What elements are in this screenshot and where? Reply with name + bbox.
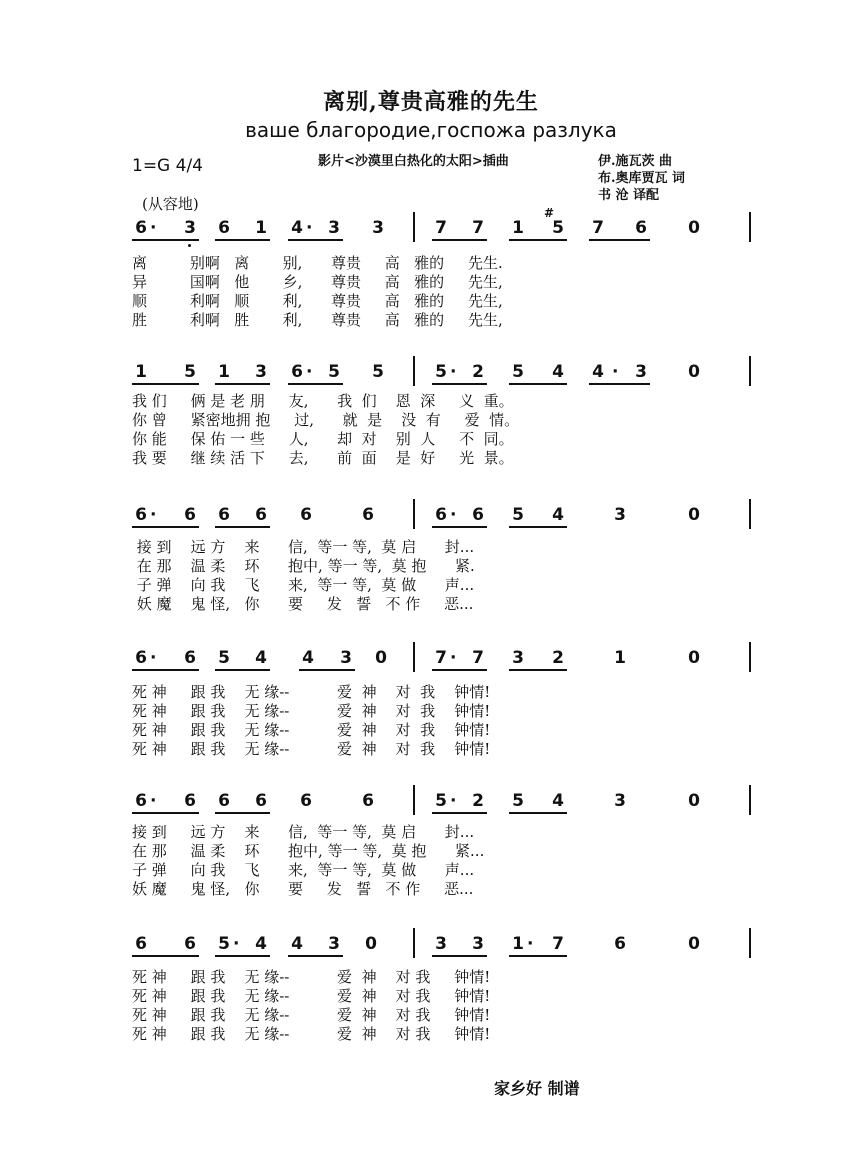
note: 3 bbox=[635, 362, 647, 382]
sharp-accidental: # bbox=[544, 206, 555, 220]
note: 5 bbox=[512, 791, 524, 811]
note: 6 bbox=[184, 648, 196, 668]
note: 7 bbox=[472, 218, 484, 238]
beam-underline bbox=[432, 383, 487, 385]
beam-underline bbox=[132, 955, 199, 957]
note: 6 bbox=[472, 505, 484, 525]
lyric-verse-2: 异 国啊 他 乡, 尊贵 高 雅的 先生, bbox=[132, 273, 503, 291]
beam-underline bbox=[432, 955, 487, 957]
note: 3 bbox=[255, 362, 267, 382]
beam-underline bbox=[509, 955, 567, 957]
note: 4 bbox=[592, 362, 604, 382]
lyric-verse-3: 死 神 跟 我 无 缘-- 爱 神 对 我 钟情! bbox=[132, 1006, 491, 1024]
beam-underline bbox=[589, 239, 650, 241]
beam-underline bbox=[132, 669, 199, 671]
note: 1 bbox=[614, 648, 626, 668]
note: 6 bbox=[135, 505, 147, 525]
note: 5 bbox=[328, 362, 340, 382]
barline bbox=[749, 928, 751, 958]
note: 3 bbox=[614, 791, 626, 811]
note: 7 bbox=[435, 218, 447, 238]
note: 1 bbox=[512, 218, 524, 238]
note: 3 bbox=[614, 505, 626, 525]
lyric-verse-1: 接 到 远 方 来 信, 等一 等, 莫 启 封... bbox=[132, 538, 475, 556]
note: 1 bbox=[135, 362, 147, 382]
barline bbox=[749, 499, 751, 529]
note: 0 bbox=[375, 648, 387, 668]
lyric-verse-2: 死 神 跟 我 无 缘-- 爱 神 对 我 钟情! bbox=[132, 987, 491, 1005]
note: 6 bbox=[255, 505, 267, 525]
credit-composer: 伊.施瓦茨 曲 bbox=[598, 154, 673, 169]
key-signature: 1=G 4/4 bbox=[132, 156, 203, 176]
lyric-verse-3: 子 弹 向 我 飞 来, 等一 等, 莫 做 声... bbox=[132, 861, 475, 879]
note: 7 bbox=[592, 218, 604, 238]
note: 3 bbox=[184, 218, 196, 238]
note: 5 bbox=[372, 362, 384, 382]
beam-underline bbox=[432, 526, 487, 528]
note: 6 bbox=[300, 791, 312, 811]
barline bbox=[749, 642, 751, 672]
lyric-verse-3: 顺 利啊 顺 利, 尊贵 高 雅的 先生, bbox=[132, 292, 503, 310]
note: 5 bbox=[218, 648, 230, 668]
beam-underline bbox=[432, 669, 487, 671]
note: 6 bbox=[218, 505, 230, 525]
note: 0 bbox=[688, 505, 700, 525]
augmentation-dot: · bbox=[450, 791, 457, 811]
beam-underline bbox=[432, 239, 487, 241]
note: 3 bbox=[328, 218, 340, 238]
note: 7 bbox=[435, 648, 447, 668]
note: 6 bbox=[218, 791, 230, 811]
augmentation-dot: · bbox=[450, 362, 457, 382]
note: 1 bbox=[512, 934, 524, 954]
note: 0 bbox=[688, 218, 700, 238]
note: 5 bbox=[552, 218, 564, 238]
note: 3 bbox=[435, 934, 447, 954]
lyric-verse-4: 我 要 继 续 活 下 去, 前 面 是 好 光 景。 bbox=[132, 449, 514, 467]
lyric-verse-4: 妖 魔 鬼 怪, 你 要 发 誓 不 作 恶... bbox=[132, 595, 474, 613]
beam-underline bbox=[132, 526, 199, 528]
note: 4 bbox=[255, 648, 267, 668]
barline bbox=[749, 212, 751, 242]
note: 6 bbox=[614, 934, 626, 954]
barline bbox=[413, 356, 415, 386]
beam-underline bbox=[215, 239, 270, 241]
beam-underline bbox=[132, 239, 199, 241]
note: 4 bbox=[255, 934, 267, 954]
beam-underline bbox=[215, 383, 270, 385]
beam-underline bbox=[215, 812, 270, 814]
note: 5 bbox=[512, 362, 524, 382]
augmentation-dot: · bbox=[527, 934, 534, 954]
lyric-verse-1: 离 别啊 离 别, 尊贵 高 雅的 先生. bbox=[132, 254, 503, 272]
note: 6 bbox=[362, 505, 374, 525]
note: 2 bbox=[472, 362, 484, 382]
note: 2 bbox=[472, 791, 484, 811]
note: 6 bbox=[135, 791, 147, 811]
augmentation-dot: · bbox=[450, 505, 457, 525]
film-subtitle: 影片<沙漠里白热化的太阳>插曲 bbox=[318, 154, 509, 169]
beam-underline bbox=[432, 812, 487, 814]
beam-underline bbox=[589, 383, 650, 385]
note: 0 bbox=[688, 648, 700, 668]
augmentation-dot: · bbox=[150, 648, 157, 668]
lyric-verse-4: 死 神 跟 我 无 缘-- 爱 神 对 我 钟情! bbox=[132, 1025, 491, 1043]
note: 6 bbox=[184, 505, 196, 525]
barline bbox=[413, 928, 415, 958]
note: 6 bbox=[135, 648, 147, 668]
lyric-verse-1: 死 神 跟 我 无 缘-- 爱 神 对 我 钟情! bbox=[132, 683, 491, 701]
barline bbox=[749, 785, 751, 815]
note: 3 bbox=[328, 934, 340, 954]
note: 1 bbox=[255, 218, 267, 238]
lyric-verse-4: 胜 利啊 胜 利, 尊贵 高 雅的 先生, bbox=[132, 311, 503, 329]
note: 4 bbox=[552, 362, 564, 382]
note: 6 bbox=[635, 218, 647, 238]
note: 6 bbox=[362, 791, 374, 811]
note: 0 bbox=[688, 934, 700, 954]
lyric-verse-3: 死 神 跟 我 无 缘-- 爱 神 对 我 钟情! bbox=[132, 721, 491, 739]
beam-underline bbox=[509, 239, 567, 241]
note: 6 bbox=[291, 362, 303, 382]
lyric-verse-1: 死 神 跟 我 无 缘-- 爱 神 对 我 钟情! bbox=[132, 968, 491, 986]
barline bbox=[413, 642, 415, 672]
beam-underline bbox=[288, 955, 343, 957]
credit-lyricist: 布.奥库贾瓦 词 bbox=[598, 171, 686, 186]
note: 3 bbox=[472, 934, 484, 954]
lyric-verse-3: 你 能 保 佑 一 些 人, 却 对 别 人 不 同。 bbox=[132, 430, 514, 448]
beam-underline bbox=[299, 669, 355, 671]
augmentation-dot: · bbox=[306, 218, 313, 238]
augmentation-dot: · bbox=[612, 362, 619, 382]
title-russian: ваше благородие,госпожа разлука bbox=[245, 118, 617, 142]
transcriber-credit: 家乡好 制谱 bbox=[494, 1079, 580, 1098]
note: 4 bbox=[291, 934, 303, 954]
beam-underline bbox=[215, 669, 270, 671]
note: 0 bbox=[688, 791, 700, 811]
note: 4 bbox=[552, 505, 564, 525]
note: 1 bbox=[218, 362, 230, 382]
note: 2 bbox=[552, 648, 564, 668]
barline bbox=[413, 212, 415, 242]
note: 5 bbox=[218, 934, 230, 954]
note: 4 bbox=[291, 218, 303, 238]
lyric-verse-2: 死 神 跟 我 无 缘-- 爱 神 对 我 钟情! bbox=[132, 702, 491, 720]
augmentation-dot: · bbox=[150, 218, 157, 238]
augmentation-dot: · bbox=[150, 791, 157, 811]
note: 5 bbox=[512, 505, 524, 525]
augmentation-dot: · bbox=[306, 362, 313, 382]
credit-translator: 书 沧 译配 bbox=[598, 188, 660, 203]
tempo-marking: (从容地) bbox=[142, 195, 199, 213]
note: 5 bbox=[435, 791, 447, 811]
lyric-verse-4: 死 神 跟 我 无 缘-- 爱 神 对 我 钟情! bbox=[132, 740, 491, 758]
beam-underline bbox=[288, 383, 343, 385]
beam-underline bbox=[215, 526, 270, 528]
note: 7 bbox=[552, 934, 564, 954]
lyric-verse-1: 接 到 远 方 来 信, 等一 等, 莫 启 封... bbox=[132, 823, 475, 841]
augmentation-dot: · bbox=[233, 934, 240, 954]
lyric-verse-2: 在 那 温 柔 环 抱中, 等一 等, 莫 抱 紧... bbox=[132, 842, 485, 860]
note: 6 bbox=[255, 791, 267, 811]
beam-underline bbox=[288, 239, 343, 241]
note: 7 bbox=[472, 648, 484, 668]
note: 5 bbox=[435, 362, 447, 382]
note: 5 bbox=[184, 362, 196, 382]
beam-underline bbox=[509, 812, 567, 814]
note: 3 bbox=[340, 648, 352, 668]
note: 0 bbox=[365, 934, 377, 954]
note: 6 bbox=[135, 934, 147, 954]
note: 4 bbox=[302, 648, 314, 668]
note: 6 bbox=[184, 791, 196, 811]
lyric-verse-2: 你 曾 紧密地拥 抱 过, 就 是 没 有 爱 情。 bbox=[132, 411, 520, 429]
barline bbox=[413, 785, 415, 815]
note: 6 bbox=[435, 505, 447, 525]
augmentation-dot: · bbox=[150, 505, 157, 525]
augmentation-dot: · bbox=[450, 648, 457, 668]
lyric-verse-2: 在 那 温 柔 环 抱中, 等一 等, 莫 抱 紧. bbox=[132, 557, 475, 575]
note: 6 bbox=[135, 218, 147, 238]
note: 6 bbox=[300, 505, 312, 525]
note: 6 bbox=[218, 218, 230, 238]
beam-underline bbox=[509, 669, 567, 671]
barline bbox=[413, 499, 415, 529]
note: 3 bbox=[372, 218, 384, 238]
note: 6 bbox=[184, 934, 196, 954]
beam-underline bbox=[509, 526, 567, 528]
note: 3 bbox=[512, 648, 524, 668]
lyric-verse-1: 我 们 俩 是 老 朋 友, 我 们 恩 深 义 重。 bbox=[132, 392, 514, 410]
lyric-verse-4: 妖 魔 鬼 怪, 你 要 发 誓 不 作 恶... bbox=[132, 880, 474, 898]
beam-underline bbox=[132, 812, 199, 814]
beam-underline bbox=[215, 955, 270, 957]
lyric-verse-3: 子 弹 向 我 飞 来, 等一 等, 莫 做 声... bbox=[132, 576, 475, 594]
beam-underline bbox=[132, 383, 199, 385]
beam-underline bbox=[509, 383, 567, 385]
barline bbox=[749, 356, 751, 386]
low-octave-dot bbox=[188, 244, 191, 247]
note: 4 bbox=[552, 791, 564, 811]
note: 0 bbox=[688, 362, 700, 382]
title-chinese: 离别,尊贵高雅的先生 bbox=[323, 89, 539, 115]
